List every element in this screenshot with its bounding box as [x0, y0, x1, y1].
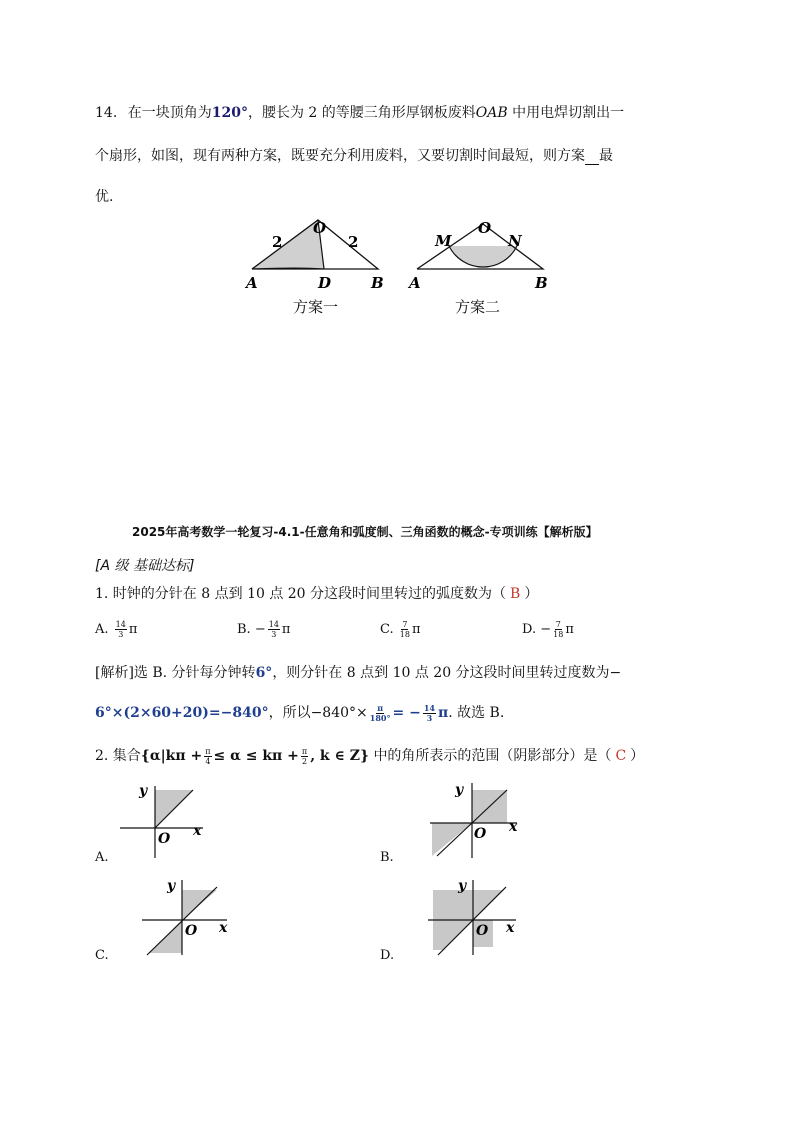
q1-stem-end: ）	[524, 586, 539, 602]
q14-line2	[95, 145, 613, 165]
scheme1-label-2-right: 2	[348, 233, 359, 251]
q2-f1-den: 4	[205, 756, 211, 766]
q2-c-label-x: x	[219, 920, 228, 936]
q2-d-label-o: O	[476, 923, 489, 939]
q2-option-a-graph	[115, 778, 215, 863]
q1-analysis-c: 6°×(2×60+20)=−840°	[95, 705, 269, 721]
scheme2-label-B: B	[535, 274, 548, 292]
q2-a-label-x: x	[193, 823, 202, 839]
q2-b-label-o: O	[474, 826, 487, 842]
q2-frac1	[204, 747, 211, 766]
q2-f1-num: π	[205, 746, 211, 756]
q2-option-d-label: D.	[380, 948, 395, 963]
q1-option-d-num: 7	[555, 620, 561, 629]
scheme2-caption: 方案二	[455, 298, 501, 316]
section-title: 2025年高考数学一轮复习-4.1-任意角和弧度制、三角函数的概念-专项训练【解析版】	[132, 525, 598, 539]
q1-option-a-den: 3	[118, 630, 124, 639]
q14-text-b: ，腰长为 2 的等腰三角形厚钢板废料	[247, 105, 476, 121]
level-label: [A 级 基础达标]	[95, 558, 195, 574]
q1-answer: B	[510, 586, 521, 602]
scheme1-label-D: D	[318, 274, 332, 292]
q1-stem	[95, 583, 538, 603]
q1-analysis-pi: π	[437, 705, 449, 721]
scheme2-label-M: M	[435, 232, 452, 250]
q2-f2-den: 2	[302, 756, 308, 766]
q1-option-b	[237, 620, 290, 639]
q2-f2-num: π	[301, 746, 308, 756]
q2-option-d-graph	[428, 875, 528, 960]
q1-analysis-deg: 6°	[255, 665, 273, 681]
q2-option-a-label: A.	[95, 850, 109, 865]
q1-option-d-label: D.	[522, 622, 537, 637]
q1-analysis-d: ，所以−840°×	[268, 705, 368, 721]
q1-analysis-frac2	[423, 704, 436, 723]
q1-option-c-label: C.	[380, 622, 394, 637]
q1-analysis-line2	[95, 702, 504, 723]
q14-angle: 120°	[211, 105, 248, 121]
q1-option-b-pi: π	[281, 622, 291, 637]
q14-text-a: 在一块顶角为	[127, 105, 212, 121]
q14-line3: 优.	[95, 189, 114, 205]
q2-option-c-graph	[137, 875, 237, 960]
q2-frac2	[301, 747, 308, 766]
q1-analysis-frac1	[370, 704, 391, 723]
q1-option-b-sign: −	[254, 622, 266, 637]
q1-analysis-b: ，则分针在 8 点到 10 点 20 分这段时间里转过度数为−	[272, 665, 622, 681]
q1-option-a-frac	[115, 620, 127, 639]
q1-frac2-num: 14	[423, 702, 435, 713]
q1-option-c-den: 18	[399, 630, 410, 639]
q1-analysis-eq: = −	[392, 705, 421, 721]
q2-d-label-y: y	[458, 878, 467, 894]
q2-c-label-o: O	[185, 923, 198, 939]
q14-line1	[95, 102, 624, 122]
scheme1-label-2-left: 2	[272, 233, 283, 251]
q1-option-c-num: 7	[402, 620, 408, 629]
scheme1-label-A: A	[246, 274, 258, 292]
q2-answer: C	[615, 748, 627, 764]
q1-option-a	[95, 620, 137, 639]
q14-number: 14.	[95, 105, 118, 121]
scheme1-caption: 方案一	[293, 298, 339, 316]
q2-stem-end: ）	[630, 748, 645, 764]
q1-option-b-label: B.	[237, 622, 251, 637]
q2-set-a: {α|kπ +	[140, 748, 203, 764]
q14-blank: __	[585, 148, 599, 164]
scheme1-label-B: B	[371, 274, 384, 292]
q2-set-b: ≤ α ≤ kπ +	[213, 748, 299, 764]
q1-option-c	[380, 620, 421, 639]
q1-option-d-pi: π	[565, 622, 574, 637]
q2-option-b-label: B.	[380, 850, 394, 865]
q2-option-c-label: C.	[95, 948, 109, 963]
q1-analysis-line1	[95, 662, 621, 682]
q2-stem-b: 中的角所表示的范围（阴影部分）是（	[373, 748, 612, 764]
scheme2-sector	[449, 246, 517, 267]
q1-frac1-num: π	[377, 702, 384, 713]
q1-option-c-pi: π	[411, 622, 421, 637]
q1-option-b-num: 14	[268, 620, 279, 629]
q2-b-label-x: x	[509, 819, 518, 835]
q2-stem-a: 2. 集合	[95, 748, 141, 764]
q2-c-label-y: y	[167, 878, 176, 894]
q1-option-d-den: 18	[553, 630, 564, 639]
q1-option-d	[522, 620, 574, 639]
q2-option-b-graph	[425, 778, 525, 863]
q14-text-2: 个扇形，如图，现有两种方案，既要充分利用废料，又要切割时间最短，则方案	[95, 148, 585, 164]
scheme2-label-N: N	[508, 232, 522, 250]
q1-option-d-frac	[553, 620, 563, 639]
q1-option-b-den: 3	[271, 630, 277, 639]
scheme2-label-A: A	[409, 274, 421, 292]
q1-stem-text: 1. 时钟的分针在 8 点到 10 点 20 分这段时间里转过的弧度数为（	[95, 586, 507, 602]
scheme2-label-O: O	[478, 219, 492, 237]
q14-text-2-end: 最	[599, 148, 613, 164]
q2-d-shade-1	[433, 890, 473, 920]
q2-d-shade-4	[433, 920, 473, 950]
q2-a-label-y: y	[139, 783, 148, 799]
q2-b-label-y: y	[455, 782, 464, 798]
q1-option-a-pi: π	[128, 622, 138, 637]
q1-frac2-den: 3	[426, 712, 433, 723]
q2-set-c: , k ∈ Z}	[310, 748, 369, 764]
q1-option-a-label: A.	[95, 622, 109, 637]
q1-option-b-frac	[268, 620, 280, 639]
q1-option-d-sign: −	[540, 622, 552, 637]
q1-option-a-num: 14	[115, 620, 126, 629]
q1-frac1-den: 180°	[369, 712, 391, 723]
q2-stem	[95, 745, 644, 766]
scheme1-label-O: O	[313, 219, 327, 237]
q14-text-c: 中用电焊切割出一	[512, 105, 625, 121]
q2-a-label-o: O	[158, 831, 171, 847]
q1-analysis-a: [解析]选 B. 分针每分钟转	[95, 665, 256, 681]
q1-option-c-frac	[400, 620, 410, 639]
q2-d-label-x: x	[506, 920, 515, 936]
q1-analysis-end: . 故选 B.	[448, 705, 505, 721]
q14-tri: OAB	[475, 105, 508, 121]
